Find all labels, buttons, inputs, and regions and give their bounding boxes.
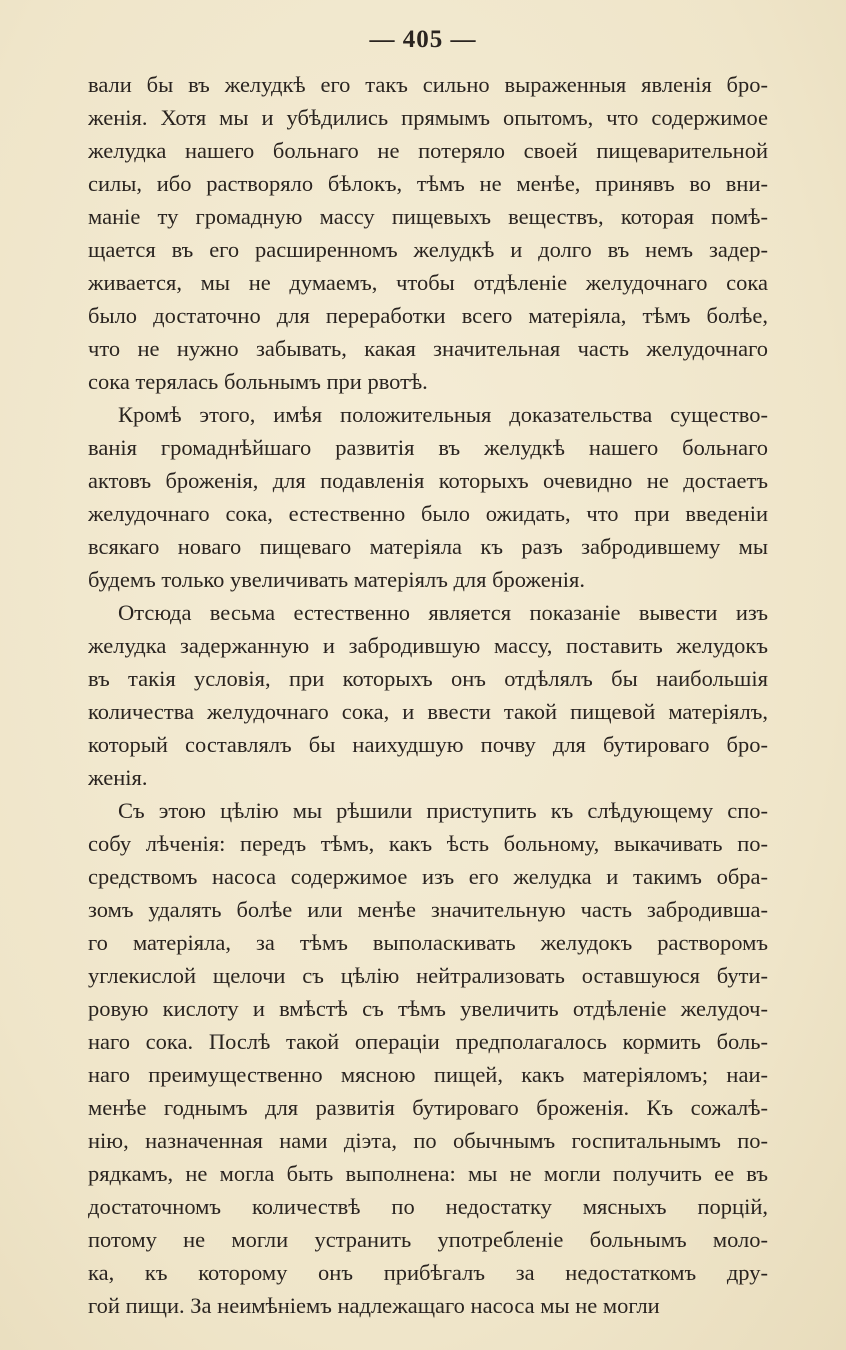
text-line: всякаго новаго пищеваго матеріяла къ разъ забродившему мы <box>88 534 768 559</box>
text-line: сока терялась больнымъ при рвотѣ. <box>88 369 428 394</box>
text-line: гой пищи. За неимѣніемъ надлежащаго насоса мы не могли <box>88 1293 660 1318</box>
text-line: потому не могли устранить употребленіе больнымъ моло- <box>88 1227 768 1252</box>
body-text <box>88 68 768 1322</box>
text-line: средствомъ насоса содержимое изъ его желудка и такимъ обра- <box>88 864 768 889</box>
text-line: углекислой щелочи съ цѣлію нейтрализовать оставшуюся бути- <box>88 963 768 988</box>
text-line: го матеріяла, за тѣмъ выполаскивать желудокъ растворомъ <box>88 930 768 955</box>
text-line: щается въ его расширенномъ желудкѣ и долго въ немъ задер- <box>88 237 768 262</box>
text-line: въ такія условія, при которыхъ онъ отдѣлялъ бы наибольшія <box>88 666 768 691</box>
text-line: собу лѣченія: передъ тѣмъ, какъ ѣсть больному, выкачивать по- <box>88 831 768 856</box>
text-line: будемъ только увеличивать матеріялъ для броженія. <box>88 567 585 592</box>
text-line: было достаточно для переработки всего матеріяла, тѣмъ болѣе, <box>88 303 768 328</box>
text-line: желудка задержанную и забродившую массу, поставить желудокъ <box>88 633 768 658</box>
text-line: ванія громаднѣйшаго развитія въ желудкѣ нашего больнаго <box>88 435 768 460</box>
text-line: Отсюда весьма естественно является показаніе вывести изъ <box>118 600 768 625</box>
text-line: рядкамъ, не могла быть выполнена: мы не могли получить ее въ <box>88 1161 768 1186</box>
text-line: маніе ту громадную массу пищевыхъ веществъ, которая помѣ- <box>88 204 768 229</box>
text-line: Кромѣ этого, имѣя положительныя доказательства существо- <box>118 402 768 427</box>
text-line: ка, къ которому онъ прибѣгалъ за недостаткомъ дру- <box>88 1260 768 1285</box>
text-line: наго преимущественно мясною пищей, какъ матеріяломъ; наи- <box>88 1062 768 1087</box>
text-line: зомъ удалять болѣе или менѣе значительную часть забродивша- <box>88 897 768 922</box>
text-line: ровую кислоту и вмѣстѣ съ тѣмъ увеличить отдѣленіе желудоч- <box>88 996 768 1021</box>
text-line: Съ этою цѣлію мы рѣшили приступить къ слѣдующему спо- <box>118 798 768 823</box>
text-line: желудка нашего больнаго не потеряло своей пищеварительной <box>88 138 768 163</box>
text-line: женія. <box>88 765 148 790</box>
text-line: менѣе годнымъ для развитія бутироваго броженія. Къ сожалѣ- <box>88 1095 768 1120</box>
text-line: актовъ броженія, для подавленія которыхъ очевидно не достаетъ <box>88 468 768 493</box>
paragraph <box>88 68 768 398</box>
paragraph <box>88 596 768 794</box>
paragraph <box>88 794 768 1322</box>
page-number: — 405 — <box>369 26 477 53</box>
text-line: вали бы въ желудкѣ его такъ сильно выраженныя явленія бро- <box>88 72 768 97</box>
text-line: что не нужно забывать, какая значительная часть желудочнаго <box>88 336 768 361</box>
text-line: количества желудочнаго сока, и ввести такой пищевой матеріялъ, <box>88 699 768 724</box>
text-line: достаточномъ количествѣ по недостатку мясныхъ порцій, <box>88 1194 768 1219</box>
text-line: силы, ибо растворяло бѣлокъ, тѣмъ не менѣе, принявъ во вни- <box>88 171 768 196</box>
text-line: женія. Хотя мы и убѣдились прямымъ опытомъ, что содержимое <box>88 105 768 130</box>
text-line: наго сока. Послѣ такой операціи предполагалось кормить боль- <box>88 1029 768 1054</box>
text-line: живается, мы не думаемъ, чтобы отдѣленіе желудочнаго сока <box>88 270 768 295</box>
text-line: нію, назначенная нами діэта, по обычнымъ госпитальнымъ по- <box>88 1128 768 1153</box>
text-line: желудочнаго сока, естественно было ожидать, что при введеніи <box>88 501 768 526</box>
paragraph <box>88 398 768 596</box>
text-line: который составлялъ бы наихудшую почву для бутироваго бро- <box>88 732 768 757</box>
